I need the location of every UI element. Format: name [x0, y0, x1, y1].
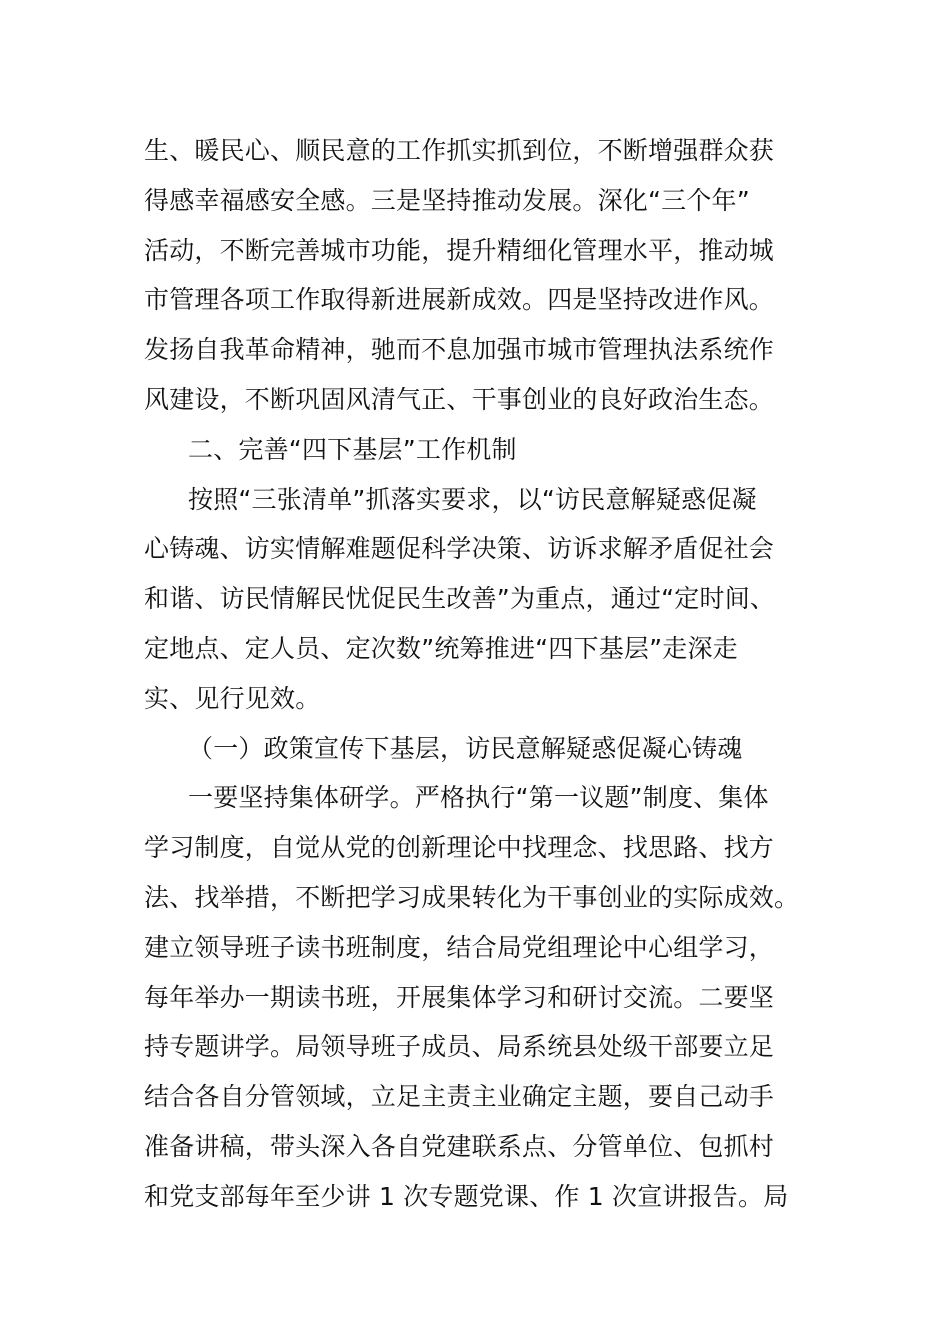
- text-line-11: 定地点、定人员、定次数”统筹推进“四下基层”走深走: [144, 633, 738, 663]
- document-body: [144, 126, 814, 1222]
- text-line-20: 结合各自分管领域，立足主责主业确定主题，要自己动手: [144, 1082, 775, 1112]
- text-line-18: 每年举办一期读书班，开展集体学习和研讨交流。二要坚: [144, 982, 775, 1012]
- text-line-16: 法、找举措，不断把学习成果转化为干事创业的实际成效。: [144, 882, 800, 912]
- text-line-12: 实、见行见效。: [144, 683, 321, 713]
- text-line-14: 一要坚持集体研学。严格执行“第一议题”制度、集体: [188, 783, 769, 813]
- text-line-6: 风建设，不断巩固风清气正、干事创业的良好政治生态。: [144, 384, 775, 414]
- text-line-10: 和谐、访民情解民忧促民生改善”为重点，通过“定时间、: [144, 584, 776, 614]
- text-line-8: 按照“三张清单”抓落实要求，以“访民意解疑惑促凝: [188, 484, 757, 514]
- text-line-15: 学习制度，自觉从党的创新理论中找理念、找思路、找方: [144, 833, 775, 863]
- text-line-22: 和党支部每年至少讲 1 次专题党课、作 1 次宣讲报告。局: [144, 1181, 789, 1211]
- text-line-4: 市管理各项工作取得新进展新成效。四是坚持改进作风。: [144, 285, 775, 315]
- subsection-heading-1: （一）政策宣传下基层，访民意解疑惑促凝心铸魂: [188, 733, 743, 763]
- text-line-17: 建立领导班子读书班制度，结合局党组理论中心组学习，: [144, 932, 775, 962]
- text-line-3: 活动，不断完善城市功能，提升精细化管理水平，推动城: [144, 235, 775, 265]
- section-heading-2: 二、完善“四下基层”工作机制: [188, 434, 517, 464]
- text-line-1: 生、暖民心、顺民意的工作抓实抓到位，不断增强群众获: [144, 136, 775, 165]
- text-line-5: 发扬自我革命精神，驰而不息加强市城市管理执法系统作: [144, 335, 775, 365]
- text-line-21: 准备讲稿，带头深入各自党建联系点、分管单位、包抓村: [144, 1131, 775, 1161]
- text-line-2: 得感幸福感安全感。三是坚持推动发展。深化“三个年”: [144, 185, 750, 215]
- text-line-19: 持专题讲学。局领导班子成员、局系统县处级干部要立足: [144, 1032, 775, 1062]
- text-line-9: 心铸魂、访实情解难题促科学决策、访诉求解矛盾促社会: [144, 534, 775, 564]
